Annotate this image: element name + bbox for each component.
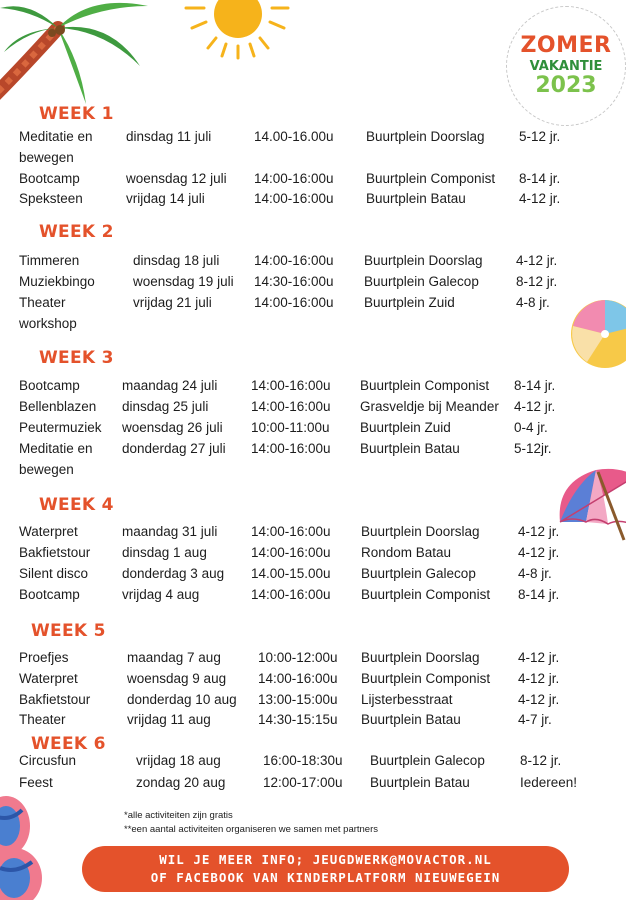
activity-age: 8-14 jr. [514, 378, 556, 393]
activity-day: dinsdag 1 aug [122, 545, 207, 560]
activity-day: donderdag 3 aug [122, 566, 225, 581]
activity-location: Buurtplein Batau [360, 441, 460, 456]
activity-name: Theater [19, 712, 66, 727]
week-title: WEEK 3 [39, 348, 114, 368]
sun-icon [180, 0, 290, 62]
activity-row [0, 521, 626, 542]
activity-time: 10:00-12:00u [258, 650, 338, 665]
activity-location: Buurtplein Doorslag [364, 253, 483, 268]
activity-age: 4-12 jr. [518, 671, 560, 686]
footnotes [124, 809, 378, 837]
activity-age: 4-12 jr. [518, 650, 560, 665]
activity-location: Rondom Batau [361, 545, 452, 560]
activity-location: Buurtplein Zuid [364, 295, 455, 310]
activity-row [0, 647, 626, 668]
activity-name: Bootcamp [19, 171, 80, 186]
activity-name: Timmeren [19, 253, 80, 268]
activity-time: 14:00-16:00u [251, 545, 331, 560]
activity-age: 0-4 jr. [514, 420, 548, 435]
activity-day: zondag 20 aug [136, 775, 226, 790]
activity-age: 4-12 jr. [518, 692, 560, 707]
activity-age: 4-12 jr. [518, 524, 560, 539]
activity-name: Speksteen [19, 191, 83, 206]
activity-time: 10:00-11:00u [251, 420, 330, 435]
activity-time: 16:00-18:30u [263, 753, 343, 768]
activity-age: 4-12 jr. [518, 545, 560, 560]
activity-age: 8-12 jr. [520, 753, 562, 768]
activity-age: 8-14 jr. [518, 587, 560, 602]
activity-age: 4-12 jr. [519, 191, 561, 206]
activity-row [0, 542, 626, 563]
activity-day: donderdag 27 juli [122, 441, 226, 456]
activity-time: 14:00-16:00u [254, 253, 334, 268]
activity-day: woensdag 12 juli [126, 171, 227, 186]
activity-location: Buurtplein Galecop [364, 274, 479, 289]
activity-age: 5-12 jr. [519, 129, 561, 144]
activity-name: Silent disco [19, 566, 89, 581]
week-title: WEEK 5 [31, 621, 106, 641]
footnote-partners: **een aantal activiteiten organiseren we samen met partners [124, 824, 379, 835]
activity-name: Muziekbingo [19, 274, 95, 289]
activity-time: 14:00-16:00u [254, 171, 334, 186]
contact-facebook-line: OF FACEBOOK VAN KINDERPLATFORM NIEUWEGEIN [150, 870, 501, 885]
activity-location: Buurtplein Galecop [370, 753, 485, 768]
activity-day: woensdag 9 aug [127, 671, 227, 686]
activity-location: Buurtplein Batau [370, 775, 470, 790]
activity-name: Peutermuziek [19, 420, 102, 435]
activity-row [0, 438, 626, 477]
flip-flops-icon [0, 796, 48, 900]
activity-day: vrijdag 21 juli [133, 295, 212, 310]
activity-time: 14:00-16:00u [251, 378, 331, 393]
zomer-vakantie-badge [506, 6, 626, 126]
activity-time: 14.00-15.00u [251, 566, 331, 581]
activity-day: vrijdag 14 juli [126, 191, 205, 206]
activity-row [0, 563, 626, 584]
activity-day: maandag 31 juli [122, 524, 218, 539]
activity-age: 4-12 jr. [516, 253, 558, 268]
palm-tree-icon [0, 0, 160, 110]
activity-day: dinsdag 25 juli [122, 399, 209, 414]
activity-day: vrijdag 4 aug [122, 587, 200, 602]
activity-time: 14:00-16:00u [251, 587, 331, 602]
activity-age: Iedereen! [520, 775, 578, 790]
activity-day: maandag 24 juli [122, 378, 218, 393]
activity-day: maandag 7 aug [127, 650, 221, 665]
activity-day: dinsdag 11 juli [126, 129, 212, 144]
activity-row [0, 292, 626, 331]
activity-time: 13:00-15:00u [258, 692, 338, 707]
activity-location: Buurtplein Componist [366, 171, 496, 186]
activity-row [0, 375, 626, 396]
activity-name: Circusfun [19, 753, 77, 768]
activity-time: 14:00-16:00u [251, 441, 331, 456]
activity-day: woensdag 26 juli [122, 420, 223, 435]
week-title: WEEK 1 [39, 104, 114, 124]
activity-row [0, 709, 626, 730]
activity-location: Buurtplein Componist [361, 671, 491, 686]
footnote-free: *alle activiteiten zijn gratis [124, 810, 233, 821]
activity-day: donderdag 10 aug [127, 692, 237, 707]
activity-day: woensdag 19 juli [133, 274, 234, 289]
activity-row [0, 250, 626, 271]
activity-name: Bootcamp [19, 587, 80, 602]
activity-time: 14:30-15:15u [258, 712, 338, 727]
activity-time: 14:00-16:00u [258, 671, 338, 686]
activity-age: 8-12 jr. [516, 274, 558, 289]
activity-time: 14:00-16:00u [254, 295, 334, 310]
activity-location: Grasveldje bij Meander [360, 399, 499, 414]
activity-age: 4-8 jr. [518, 566, 552, 581]
activity-row [0, 584, 626, 605]
activity-row [0, 126, 626, 165]
activity-name: Waterpret [19, 671, 78, 686]
activity-name: Feest [19, 775, 53, 790]
activity-row [0, 668, 626, 689]
badge-subtitle: VAKANTIE [529, 58, 603, 74]
activity-row [0, 772, 626, 793]
activity-day: dinsdag 18 juli [133, 253, 220, 268]
activity-row [0, 689, 626, 710]
activity-location: Buurtplein Doorslag [361, 650, 480, 665]
badge-title: ZOMER [520, 32, 612, 58]
activity-time: 14:30-16:00u [254, 274, 334, 289]
activity-name: Meditatie en bewegen [19, 441, 93, 477]
activity-name: Theater workshop [19, 295, 77, 331]
activity-name: Bellenblazen [19, 399, 97, 414]
activity-age: 4-12 jr. [514, 399, 556, 414]
activity-time: 14:00-16:00u [251, 399, 331, 414]
badge-year: 2023 [535, 73, 597, 99]
activity-day: vrijdag 18 aug [136, 753, 221, 768]
week-title: WEEK 6 [31, 734, 106, 754]
activity-location: Lijsterbesstraat [361, 692, 453, 707]
activity-name: Meditatie en bewegen [19, 129, 93, 165]
activity-location: Buurtplein Doorslag [366, 129, 485, 144]
activity-location: Buurtplein Batau [366, 191, 466, 206]
activity-row [0, 271, 626, 292]
activity-location: Buurtplein Batau [361, 712, 461, 727]
contact-info-banner [82, 846, 569, 892]
activity-name: Proefjes [19, 650, 69, 665]
activity-time: 12:00-17:00u [263, 775, 343, 790]
activity-age: 5-12jr. [514, 441, 552, 456]
activity-row [0, 188, 626, 209]
week-title: WEEK 2 [39, 222, 114, 242]
activity-row [0, 750, 626, 771]
activity-age: 8-14 jr. [519, 171, 561, 186]
activity-location: Buurtplein Zuid [360, 420, 451, 435]
activity-age: 4-8 jr. [516, 295, 550, 310]
activity-location: Buurtplein Doorslag [361, 524, 480, 539]
activity-time: 14:00-16:00u [251, 524, 331, 539]
activity-name: Waterpret [19, 524, 78, 539]
activity-day: vrijdag 11 aug [127, 712, 211, 727]
activity-name: Bakfietstour [19, 545, 91, 560]
activity-name: Bakfietstour [19, 692, 91, 707]
activity-location: Buurtplein Componist [360, 378, 490, 393]
activity-row [0, 168, 626, 189]
activity-age: 4-7 jr. [518, 712, 552, 727]
activity-name: Bootcamp [19, 378, 80, 393]
activity-row [0, 417, 626, 438]
activity-location: Buurtplein Componist [361, 587, 491, 602]
activity-time: 14:00-16:00u [254, 191, 334, 206]
activity-row [0, 396, 626, 417]
contact-email-line: WIL JE MEER INFO; JEUGDWERK@MOVACTOR.NL [159, 852, 492, 867]
week-title: WEEK 4 [39, 495, 114, 515]
activity-location: Buurtplein Galecop [361, 566, 476, 581]
activity-time: 14.00-16.00u [254, 129, 334, 144]
